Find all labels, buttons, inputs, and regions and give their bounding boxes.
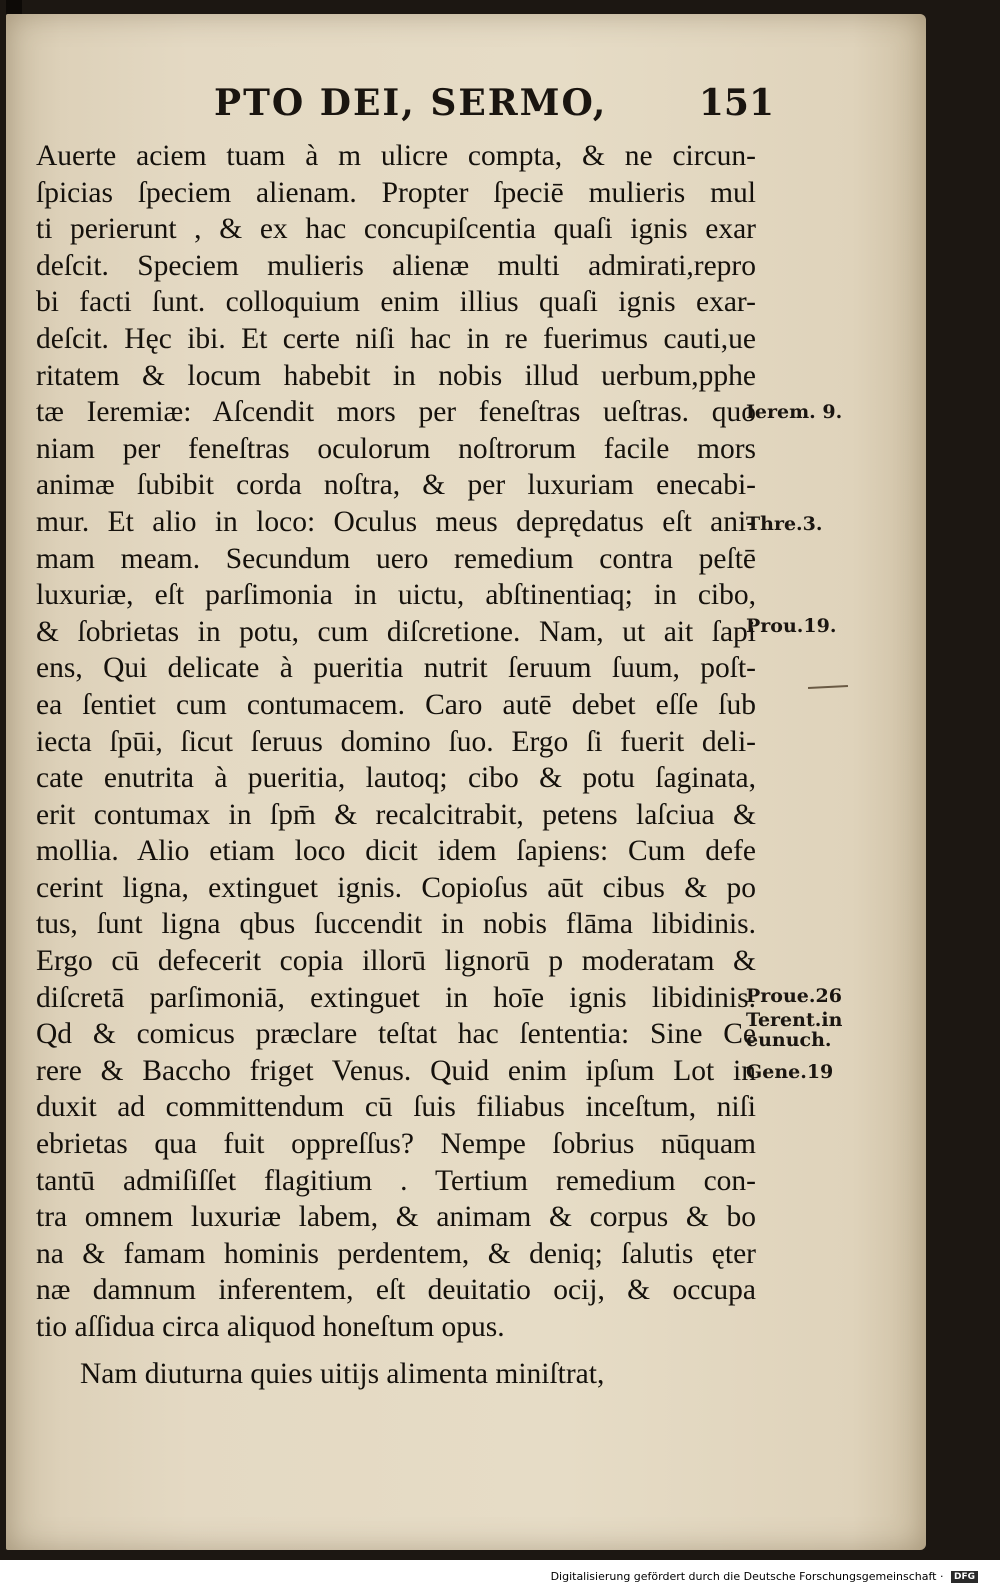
dfg-logo: DFG (951, 1571, 978, 1583)
margin-note-jerem: Ierem. 9. (746, 401, 843, 423)
text-line: næ damnum inferentem, eſt deuitatio ocij, & occupa (36, 1274, 756, 1307)
text-line: ea ſentiet cum contumacem. Caro autē debet eſſe ſub (36, 688, 756, 721)
text-line: deſcit. Hęc ibi. Et certe niſi hac in re fuerimus cauti,ue (36, 322, 756, 355)
page-header (214, 82, 774, 134)
text-line: tus, ſunt ligna qbus ſuccendit in nobis flāma libidinis. (36, 908, 756, 941)
running-head: PTO DEI, SERMO, (214, 82, 608, 124)
text-line: ens, Qui delicate à pueritia nutrit ſeruum ſuum, poſt- (36, 652, 756, 685)
margin-note-terent: Terent.in (746, 1009, 843, 1031)
text-line: niam per feneſtras oculorum noſtrorum facile mors (36, 432, 756, 465)
text-line: Ergo cū defecerit copia illorū lignorū p moderatam & (36, 945, 756, 978)
text-line: cate enutrita à pueritia, lautoq; cibo & potu ſaginata, (36, 762, 756, 795)
text-line: luxuriæ, eſt parſimonia in uictu, abſtinentiaq; in cibo, (36, 579, 756, 612)
page-number: 151 (698, 82, 774, 124)
text-line: duxit ad committendum cū ſuis filiabus inceſtum, niſi (36, 1091, 756, 1124)
text-line: mollia. Alio etiam loco dicit idem ſapiens: Cum defe (36, 835, 756, 868)
text-line: deſcit. Speciem mulieris alienæ multi admirati,repro (36, 249, 756, 282)
text-line: iecta ſpūi, ſicut ſeruus domino ſuo. Ergo ſi fuerit deli- (36, 725, 756, 758)
text-line: Auerte aciem tuam à m ulicre compta, & ne circun- (36, 140, 756, 172)
text-line: tantū admiſiſſet flagitium . Tertium remedium con- (36, 1164, 756, 1197)
paragraph-gap (36, 1346, 756, 1356)
text-line: rere & Baccho friget Venus. Quid enim ipſum Lot in (36, 1054, 756, 1087)
final-line: Nam diuturna quies uitijs alimenta miniſtrat, (80, 1357, 605, 1390)
text-line: ebrietas qua fuit oppreſſus? Nempe ſobrius nūquam (36, 1128, 756, 1161)
text-line: diſcretā parſimoniā, extinguet in hoīe ignis libidinis. (36, 981, 756, 1014)
margin-note-gene: Gene.19 (746, 1061, 834, 1083)
digitization-credit (551, 1570, 978, 1583)
text-line: ſpicias ſpeciem alienam. Propter ſpeciē mulieris mul (36, 176, 756, 209)
text-line: ritatem & locum habebit in nobis illud uerbum,pphe (36, 359, 756, 392)
text-line: erit contumax in ſpm̄ & recalcitrabit, petens laſciua & (36, 798, 756, 831)
text-line: Qd & comicus præclare teſtat hac ſententia: Sine Ce (36, 1018, 756, 1051)
margin-note-prou19: Prou.19. (746, 615, 837, 637)
text-line: mam meam. Secundum uero remedium contra peſtē (36, 542, 756, 575)
text-line: tra omnem luxuriæ labem, & animam & corpus & bo (36, 1201, 756, 1234)
margin-note-thre: Thre.3. (746, 513, 823, 535)
text-line: & ſobrietas in potu, cum diſcretione. Nam, ut ait ſapi (36, 615, 756, 648)
margin-note-prou26: Proue.26 (746, 985, 842, 1007)
text-line: tio aſſidua circa aliquod honeſtum opus. (36, 1311, 505, 1343)
text-line: na & famam hominis perdentem, & deniq; ſalutis ęter (36, 1237, 756, 1270)
text-line: ti perierunt , & ex hac concupiſcentia quaſi ignis exar (36, 213, 756, 246)
text-line: bi facti ſunt. colloquium enim illius quaſi ignis exar- (36, 286, 756, 319)
body-text (36, 138, 756, 1392)
credit-text: Digitalisierung gefördert durch die Deutsche Forschungsgemeinschaft · (550, 1570, 944, 1583)
text-line: mur. Et alio in loco: Oculus meus deprędatus eſt ani- (36, 505, 756, 538)
text-line: cerint ligna, extinguet ignis. Copioſus aūt cibus & po (36, 871, 756, 904)
text-line: tæ Ieremiæ: Aſcendit mors per feneſtras ueſtras. quo (36, 396, 756, 429)
text-line: animæ ſubibit corda noſtra, & per luxuriam enecabi- (36, 469, 756, 502)
margin-note-eunuch: eunuch. (746, 1029, 832, 1051)
